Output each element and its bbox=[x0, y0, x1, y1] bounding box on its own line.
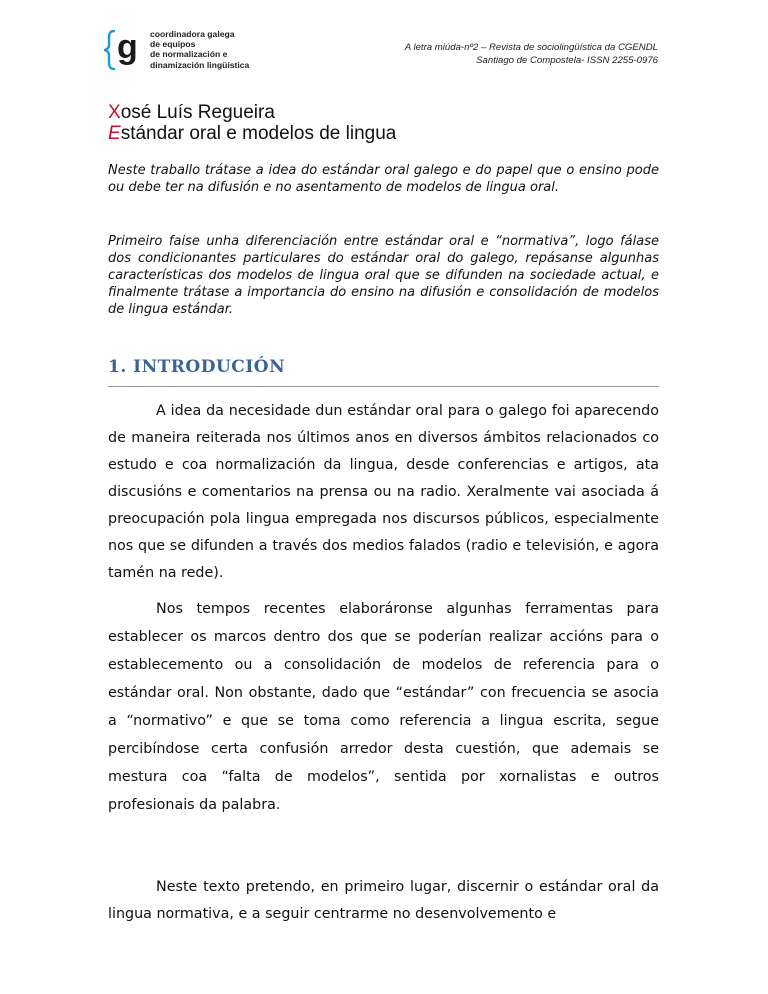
article-title bbox=[108, 123, 396, 145]
body-paragraph bbox=[108, 874, 659, 928]
journal-header bbox=[405, 41, 658, 67]
paragraph-text: Neste texto pretendo, en primeiro lugar, discernir o estándar oral da lingua normativa, e a seguir centrarme no desenvolvemento e bbox=[108, 879, 659, 922]
article-author bbox=[108, 102, 275, 124]
title-initial: E bbox=[108, 123, 121, 144]
cgendl-logo-mark bbox=[104, 28, 150, 72]
logo-line: de normalización e bbox=[150, 49, 228, 60]
section-heading: 1. INTRODUCIÓN bbox=[108, 357, 286, 377]
logo-mark-letter: g bbox=[117, 28, 138, 66]
logo-line: dinamización lingüística bbox=[150, 59, 250, 70]
journal-issn-line: Santiago de Compostela- ISSN 2255-0976 bbox=[476, 55, 658, 66]
author-initial: X bbox=[108, 102, 121, 123]
logo-wordmark bbox=[150, 29, 249, 70]
author-name-rest: osé Luís Regueira bbox=[120, 102, 275, 123]
body-paragraph bbox=[108, 398, 659, 587]
logo-line: coordinadora galega bbox=[150, 29, 235, 39]
paragraph-text: Nos tempos recentes elaboráronse algunhas ferramentas para establecer os marcos dentro dos que se poderían realizar accións para o establecemento ou a consolidación de modelos de referencia para o estándar oral. Non obstante, dado que “estándar” con frecuencia se asocia a “normativo” e que se toma como referencia a lingua escrita, segue percibíndose certa confusión arredor desta cuestión, que ademais se mestura coa “falta de modelos”, sentida por xornalistas e outros profesionais da palabra. bbox=[108, 601, 659, 813]
title-rest: stándar oral e modelos de lingua bbox=[120, 123, 397, 144]
section-divider bbox=[108, 386, 659, 387]
abstract-paragraph: Primeiro faise unha diferenciación entre estándar oral e “normativa”, logo fálase dos condicionantes particulares do estándar oral do galego, repásanse algunhas características dos modelos de lingua oral que se difunden na sociedade actual, e finalmente trátase a importancia do ensino na difusión e consolidación de modelos de lingua estándar. bbox=[108, 234, 659, 317]
logo-line: de equipos bbox=[150, 39, 196, 50]
abstract-paragraph: Neste traballo trátase a idea do estándar oral galego e do papel que o ensino pode ou debe ter na difusión e no asentamento de modelos de lingua oral. bbox=[108, 163, 659, 195]
body-paragraph bbox=[108, 595, 659, 819]
paragraph-text: A idea da necesidade dun estándar oral para o galego foi aparecendo de maneira reiterada nos últimos anos en diversos ámbitos relacionados co estudo e coa normalización da lingua, desde conferencias e artigos, ata discusións e comentarios na prensa ou na radio. Xeralmente vai asociada á preocupación pola lingua empregada nos discursos públicos, especialmente nos que se difunden a través dos medios falados (radio e televisión, e agora tamén na rede). bbox=[108, 403, 659, 581]
journal-title-line: A letra miúda-nº2 – Revista de sociolingüística da CGENDL bbox=[404, 42, 658, 53]
